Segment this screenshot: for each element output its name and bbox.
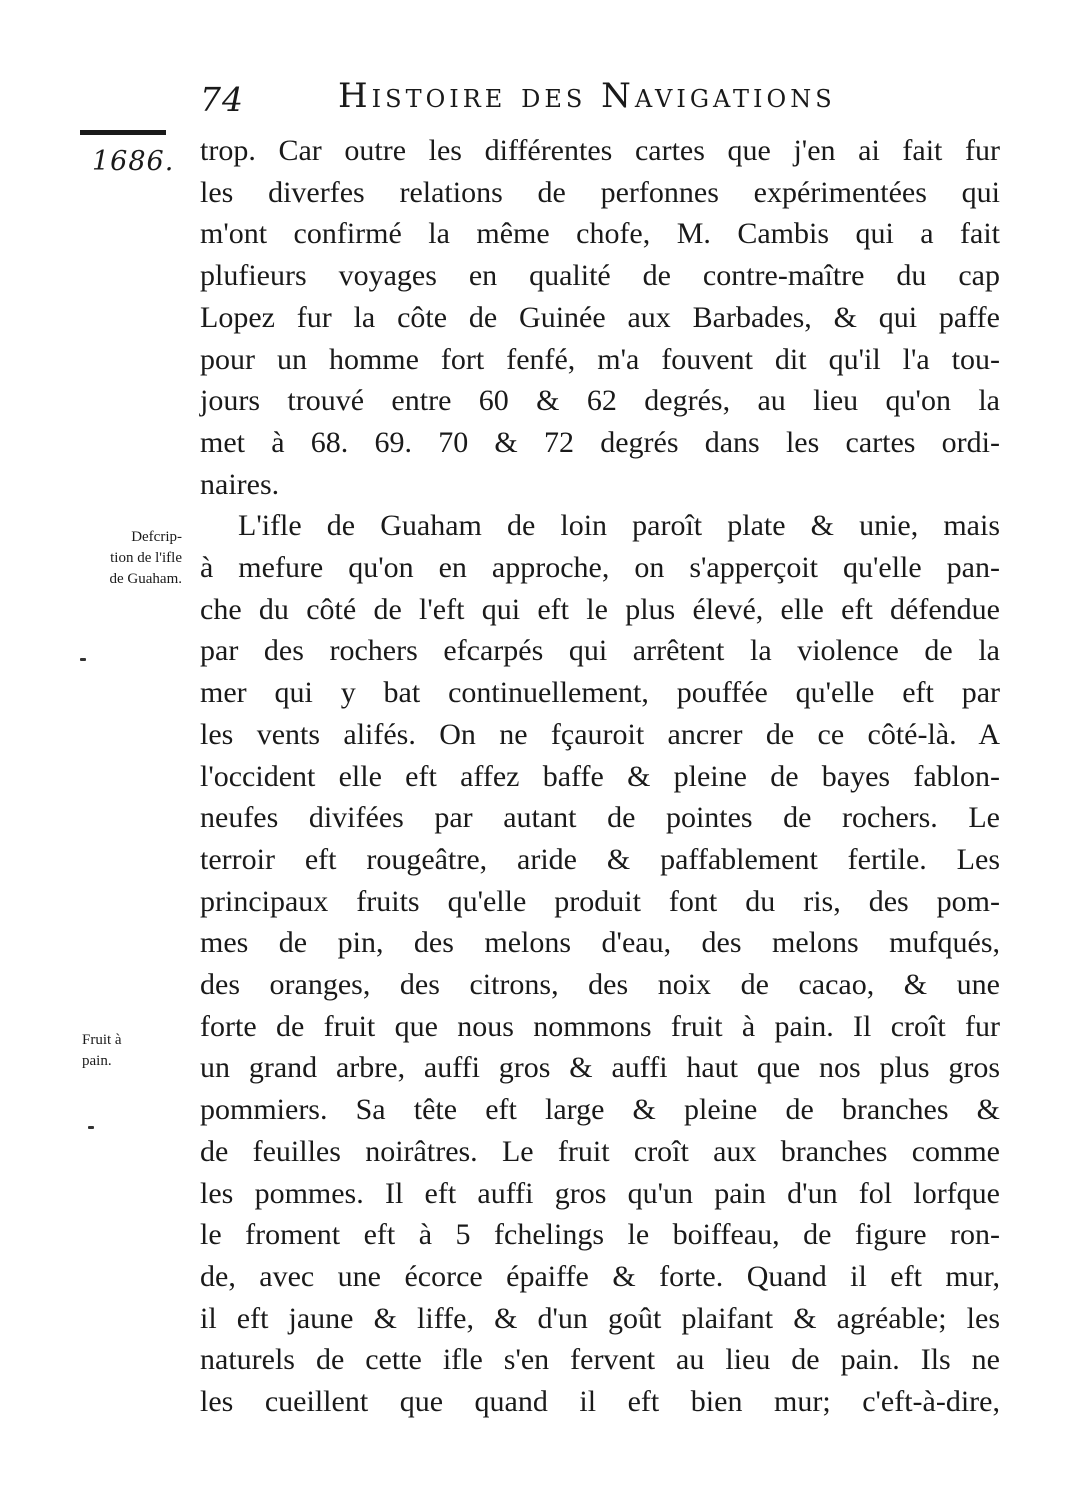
text-line: les pommes. Il eft auffi gros qu'un pain d'un fol lorfque: [200, 1176, 1000, 1210]
text-line: de, avec une écorce épaiffe & forte. Quand il eft mur,: [200, 1259, 1000, 1293]
text-line: che du côté de l'eft qui eft le plus élevé, elle eft défendue: [200, 592, 1000, 626]
margin-note-fruit: [62, 1030, 192, 1072]
text-line: les vents alifés. On ne fçauroit ancrer de ce côté-là. A: [200, 717, 1000, 751]
text-line: l'occident elle eft affez baffe & pleine de bayes fablon-: [200, 759, 1000, 793]
text-line: L'ifle de Guaham de loin paroît plate & unie, mais: [238, 509, 1000, 543]
margin-note-line: tion de l'ifle: [110, 550, 182, 566]
margin-year: 1686.: [92, 146, 175, 177]
text-line: naires.: [200, 467, 280, 501]
text-line: Lopez fur la côte de Guinée aux Barbades, & qui paffe: [200, 300, 1000, 334]
body-text: [200, 130, 1000, 1423]
text-line: les diverfes relations de perfonnes expérimentées qui: [200, 175, 1000, 209]
text-line: des oranges, des citrons, des noix de cacao, & une: [200, 968, 1000, 1002]
text-line: pour un homme fort fenfé, m'a fouvent dit qu'il l'a tou-: [200, 342, 1000, 376]
text-line: il eft jaune & liffe, & d'un goût plaifant & agréable; les: [200, 1301, 1000, 1335]
text-line: par des rochers efcarpés qui arrêtent la violence de la: [200, 634, 1000, 668]
text-line: à mefure qu'on en approche, on s'apperçoit qu'elle pan-: [200, 551, 1000, 585]
text-line: neufes divifées par autant de pointes de rochers. Le: [200, 801, 1000, 835]
text-line: naturels de cette ifle s'en fervent au lieu de pain. Ils ne: [200, 1343, 1000, 1377]
text-line: mes de pin, des melons d'eau, des melons mufqués,: [200, 926, 1000, 960]
margin-note-line: de Guaham.: [109, 571, 182, 587]
ink-speck: [80, 658, 86, 661]
margin-note-description: [72, 527, 182, 590]
margin-note-line: Defcrip-: [131, 529, 182, 545]
text-line: mer qui y bat continuellement, pouffée qu'elle eft par: [200, 676, 1000, 710]
text-line: plufieurs voyages en qualité de contre-maître du cap: [200, 259, 1000, 293]
text-line: forte de fruit que nous nommons fruit à pain. Il croît fur: [200, 1009, 1000, 1043]
text-line: trop. Car outre les différentes cartes que j'en ai fait fur: [200, 134, 1000, 167]
ink-speck: [88, 1126, 94, 1129]
running-title: Histoire des Navigations: [338, 76, 836, 116]
text-line: de feuilles noirâtres. Le fruit croît aux branches comme: [200, 1134, 1000, 1168]
text-line: principaux fruits qu'elle produit font du ris, des pom-: [200, 884, 1000, 918]
text-line: jours trouvé entre 60 & 62 degrés, au lieu qu'on la: [200, 384, 1000, 418]
margin-note-line: pain.: [82, 1053, 112, 1069]
page-number: 74: [200, 80, 244, 119]
text-line: pommiers. Sa tête eft large & pleine de branches &: [200, 1093, 1000, 1127]
text-line: les cueillent que quand il eft bien mur; c'eft-à-dire,: [200, 1385, 1000, 1419]
text-line: met à 68. 69. 70 & 72 degrés dans les cartes ordi-: [200, 425, 1000, 459]
text-line: un grand arbre, auffi gros & auffi haut que nos plus gros: [200, 1051, 1000, 1085]
text-line: terroir eft rougeâtre, aride & paffablement fertile. Les: [200, 842, 1000, 876]
year-rule: [80, 130, 166, 135]
margin-note-line: Fruit à: [82, 1032, 122, 1048]
text-line: m'ont confirmé la même chofe, M. Cambis qui a fait: [200, 217, 1000, 251]
text-line: le froment eft à 5 fchelings le boiffeau, de figure ron-: [200, 1218, 1000, 1252]
